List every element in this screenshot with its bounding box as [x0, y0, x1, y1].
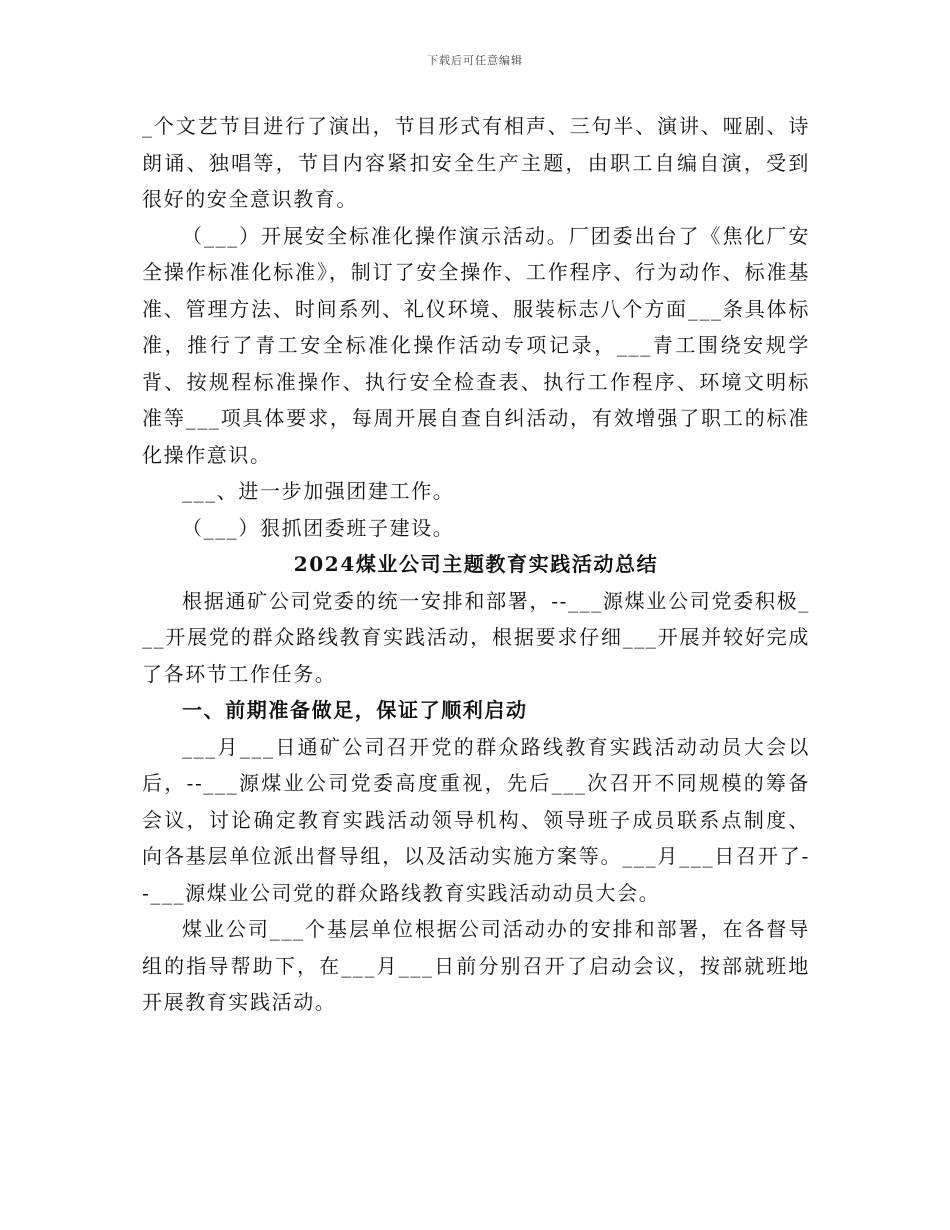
paragraph-standardization: （___）开展安全标准化操作演示活动。厂团委出台了《焦化厂安全操作标准化标准》，制订了安全操作、工作程序、行为动作、标准基准、管理方法、时间系列、礼仪环境、服装标志八个方面___条具体标准，推行了青工安全标准化操作活动专项记录，___青工围绕安规学背、按规程标准操作、执行安全检查表、执行工作程序、环境文明标准等___项具体要求，每周开展自查自纠活动，有效增强了职工的标准化操作意识。 [142, 223, 810, 467]
paragraph-league-building: ___、进一步加强团建工作。 [182, 479, 455, 503]
paragraph-intro: 根据通矿公司党委的统一安排和部署，--___源煤业公司党委积极___开展党的群众路线教育实践活动，根据要求仔细___开展并较好完成了各环节工作任务。 [142, 588, 810, 686]
paragraph-launch: 煤业公司___个基层单位根据公司活动办的安排和部署，在各督导组的指导帮助下，在___月___日前分别召开了启动会议，按部就班地开展教育实践活动。 [142, 917, 810, 1014]
paragraph-performance: _个文艺节目进行了演出，节目形式有相声、三句半、演讲、哑剧、诗朗诵、独唱等，节目内容紧扣安全生产主题，由职工自编自演，受到很好的安全意识教育。 [142, 114, 810, 211]
section-heading: 一、前期准备做足，保证了顺利启动 [182, 698, 528, 722]
document-title: 2024煤业公司主题教育实践活动总结 [293, 552, 659, 576]
document-body [142, 108, 810, 1021]
header-note: 下载后可任意编辑 [427, 54, 523, 67]
paragraph-mobilization: ___月___日通矿公司召开党的群众路线教育实践活动动员大会以后，--___源煤业公司党委高度重视，先后___次召开不同规模的筹备会议，讨论确定教育实践活动领导机构、领导班子成员联系点制度、向各基层单位派出督导组，以及活动实施方案等。___月___日召开了--___源煤业公司党的群众路线教育实践活动动员大会。 [142, 734, 810, 905]
paragraph-committee-building: （___）狠抓团委班子建设。 [182, 515, 455, 540]
